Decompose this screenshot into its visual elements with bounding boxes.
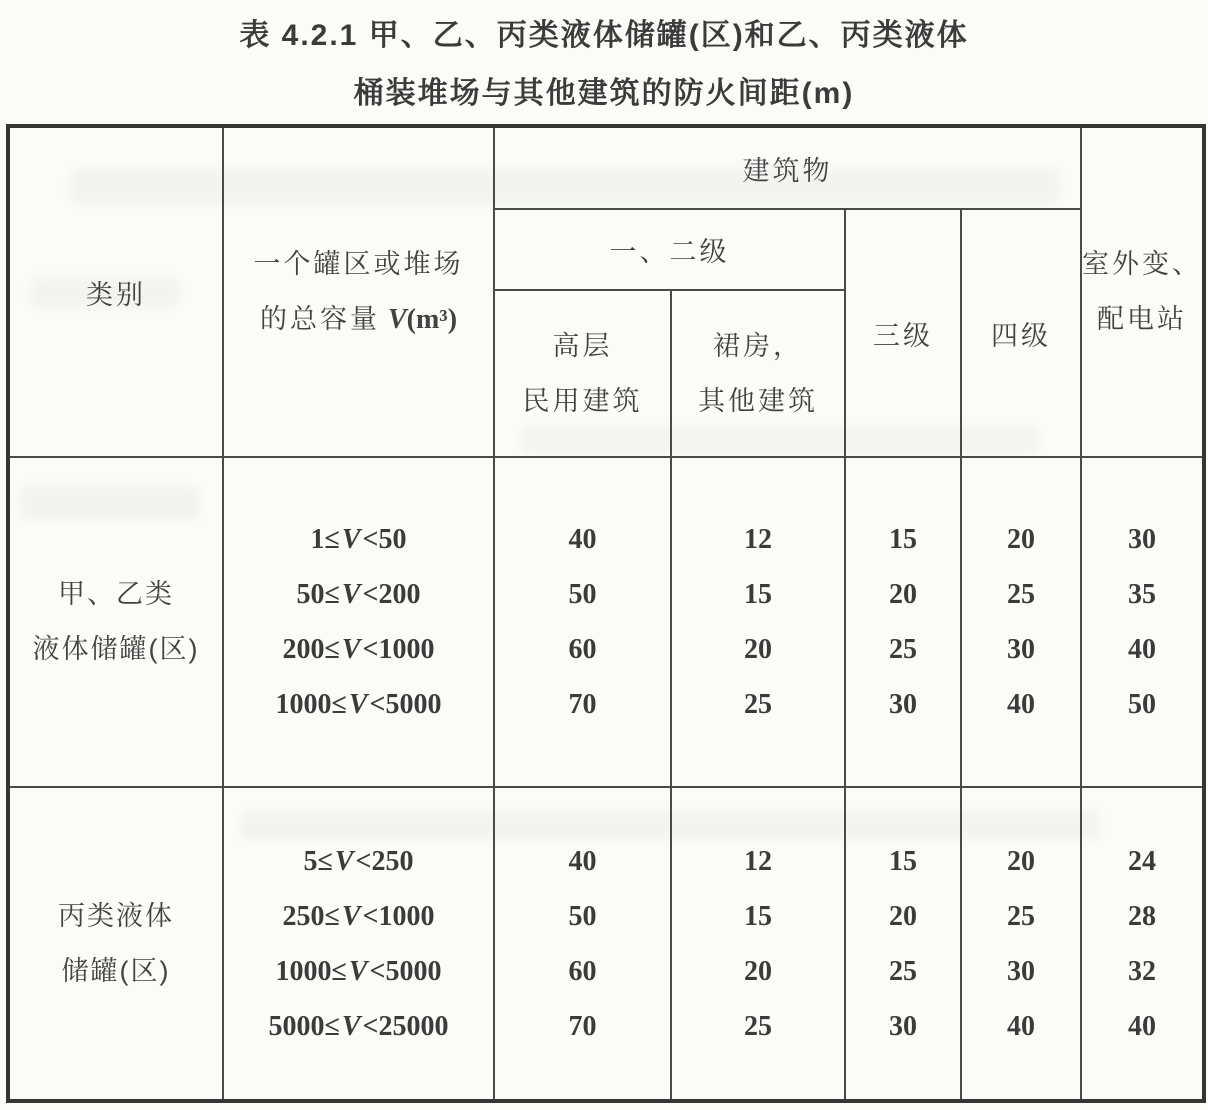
distance-value: 15: [744, 900, 772, 932]
substation-values-cell: [1081, 787, 1204, 1101]
grade3-values-cell: [845, 457, 961, 787]
capacity-range: 250≤V<1000: [282, 900, 435, 932]
distance-value: 40: [568, 524, 597, 555]
distance-value: 40: [1007, 1010, 1035, 1042]
col-header-grade-3: 三级: [845, 209, 961, 457]
distance-value: 20: [1007, 524, 1035, 555]
podium-header-line1: 裙房，: [713, 330, 803, 361]
distance-value: 12: [744, 524, 772, 555]
distance-value: 12: [744, 845, 772, 877]
distance-value: 20: [889, 900, 917, 932]
distance-value: 50: [568, 900, 597, 932]
distance-value: 30: [889, 689, 917, 720]
distance-value: 20: [889, 579, 917, 610]
capacity-header-line2: [224, 292, 493, 347]
capacity-range: 5000≤V<25000: [268, 1010, 449, 1042]
col-header-podium: [671, 290, 845, 457]
podium-values-cell: [671, 457, 845, 787]
highrise-header-line1: 高层: [552, 330, 613, 361]
distance-value: 60: [568, 634, 597, 665]
category-line: 甲、乙类: [58, 579, 174, 609]
distance-value: 30: [1007, 955, 1035, 987]
distance-value: 25: [889, 634, 917, 665]
col-header-substation: [1081, 126, 1204, 457]
distance-value: 30: [1007, 634, 1035, 665]
distance-value: 15: [889, 845, 917, 877]
category-cell: [8, 787, 223, 1101]
distance-value: 24: [1128, 845, 1156, 877]
grade4-values-cell: [961, 457, 1081, 787]
col-header-highrise: [494, 290, 671, 457]
col-header-grade-4: 四级: [961, 209, 1081, 457]
category-line: 液体储罐(区): [32, 634, 200, 664]
distance-value: 35: [1128, 579, 1156, 610]
distance-value: 20: [1007, 845, 1035, 877]
substation-header-line1: 室外变、: [1082, 249, 1202, 279]
col-header-category: 类别: [8, 126, 223, 457]
substation-values-cell: [1081, 457, 1204, 787]
distance-value: 40: [568, 845, 597, 877]
distance-value: 50: [568, 579, 597, 610]
col-header-grade-1-2: 一、二级: [494, 209, 845, 290]
capacity-unit: (m³): [406, 304, 458, 335]
capacity-variable: V: [387, 304, 407, 335]
substation-header-line2: 配电站: [1097, 304, 1187, 334]
distance-value: 30: [889, 1010, 917, 1042]
capacity-cell: [223, 457, 494, 787]
distance-value: 40: [1128, 1010, 1156, 1042]
capacity-cell: [223, 787, 494, 1101]
distance-value: 30: [1128, 524, 1156, 555]
category-cell: [8, 457, 223, 787]
distance-value: 25: [744, 1010, 772, 1042]
distance-value: 40: [1128, 634, 1156, 665]
distance-value: 70: [568, 689, 597, 720]
highrise-values-cell: [494, 787, 671, 1101]
distance-value: 25: [744, 689, 772, 720]
distance-value: 25: [1007, 579, 1035, 610]
category-line: 储罐(区): [61, 955, 171, 986]
distance-value: 15: [889, 524, 917, 555]
table-row-class-a-b: [8, 457, 1204, 787]
highrise-header-line2: 民用建筑: [522, 385, 643, 416]
fire-separation-table: [6, 124, 1206, 1103]
distance-value: 15: [744, 579, 772, 610]
capacity-range: 200≤V<1000: [282, 634, 435, 665]
table-title-line2: 桶装堆场与其他建筑的防火间距(m): [353, 77, 855, 110]
capacity-header-line1: 一个罐区或堆场: [253, 249, 464, 279]
podium-header-line2: 其他建筑: [698, 385, 818, 416]
distance-value: 25: [889, 955, 917, 987]
highrise-values-cell: [494, 457, 671, 787]
header-row-1: [8, 126, 1204, 209]
distance-value: 28: [1128, 900, 1156, 932]
distance-value: 60: [568, 955, 597, 987]
grade3-values-cell: [845, 787, 961, 1101]
distance-value: 20: [744, 634, 772, 665]
capacity-range: 1000≤V<5000: [275, 955, 442, 987]
capacity-range: 1000≤V<5000: [275, 689, 442, 720]
col-header-buildings: 建筑物: [494, 126, 1081, 209]
capacity-range: 5≤V<250: [303, 845, 414, 877]
capacity-range: 50≤V<200: [296, 579, 421, 610]
table-title-line1: 表 4.2.1 甲、乙、丙类液体储罐(区)和乙、丙类液体: [239, 19, 969, 52]
distance-value: 70: [568, 1010, 597, 1042]
table-row-class-c: [8, 787, 1204, 1101]
capacity-header-prefix: 的总容量: [259, 304, 380, 334]
category-line: 丙类液体: [58, 900, 174, 931]
distance-value: 40: [1007, 689, 1035, 720]
distance-value: 50: [1128, 689, 1156, 720]
col-header-capacity: [223, 126, 494, 457]
distance-value: 20: [744, 955, 772, 987]
grade4-values-cell: [961, 787, 1081, 1101]
podium-values-cell: [671, 787, 845, 1101]
distance-value: 32: [1128, 955, 1156, 987]
capacity-range: 1≤V<50: [310, 524, 407, 555]
distance-value: 25: [1007, 900, 1035, 932]
